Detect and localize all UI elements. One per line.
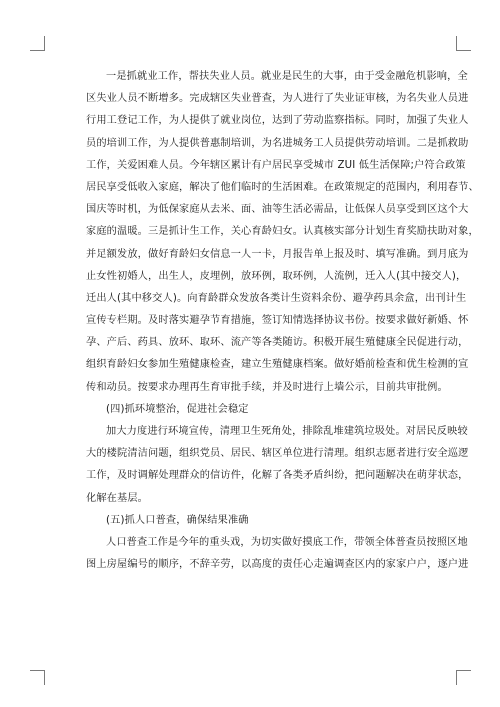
text-line: 居民享受低收入家庭，解决了他们临时的生活困难。在政策规定的范围内，利用春节、 [86,181,479,193]
text-line: 大的楼院清洁问题，组织党员、居民、辖区单位进行清理。组织志愿者进行安全巡逻 [86,448,469,460]
section-heading: (五)抓人口普查，确保结果准确 [106,514,249,526]
text-line: 传和动员。按要求办理再生育审批手续，并及时进行上墙公示，目前共审批例。 [86,381,448,393]
text-line: 加大力度进行环境宣传，清理卫生死角处，排除乱堆建筑垃圾处。对居民反映较 [106,426,468,437]
text-line: 工作，关爱困难人员。今年辖区累计有户居民享受城市 ZUI 低生活保障;户符合政策 [86,159,466,171]
text-line: 止女性初婚人，出生人，皮埋例，放环例，取环例，人流例，迁入人(其中接交人)， [86,270,467,282]
text-line: 区失业人员不断增多。完成辖区失业普查，为人进行了失业证审核，为名失业人员进 [86,93,469,105]
text-line: 化解在基层。 [86,492,149,504]
text-line: 国庆等时机，为低保家庭从去米、面、油等生活必需品，让低保人员享受到区这个大 [86,204,469,216]
crop-mark-bottom-left [30,670,45,685]
section-heading: (四)抓环境整治，促进社会稳定 [106,403,249,415]
text-line: 工作，及时调解处理群众的信访件，化解了各类矛盾纠纷，把问题解决在萌芽状态， [86,470,469,482]
text-line: 一是抓就业工作，帮扶失业人员。就业是民生的大事，由于受金融危机影响，全 [106,71,468,82]
crop-mark-bottom-right [456,670,471,685]
text-line: 组织育龄妇女参加生殖健康检查，建立生殖健康档案。做好婚前检查和优生检测的宣 [86,359,469,371]
text-line: 宣传专栏期。及时落实避孕节育措施，签订知情选择协议书份。按要求做好新婚、怀 [86,315,469,327]
text-line: 迁出人(其中移交人)。向育龄群众发放各类计生资料余份、避孕药具余盒，出刊计生 [86,292,467,304]
crop-mark-top-right [456,36,471,51]
text-line: 图上房屋编号的顺序，不辞辛劳，以高度的责任心走遍调查区内的家家户户，逐户进 [86,559,469,571]
text-line: 家庭的温暖。三是抓计生工作，关心育龄妇女。认真核实部分计划生育奖励扶助对象， [86,226,479,238]
document-body [86,66,479,576]
text-line: 并足额发放，做好育龄妇女信息一人一卡，月报告单上报及时、填写准确。到月底为 [86,248,469,260]
text-line: 孕、产后、药具、放环、取环、流产等各类随访。积极开展生殖健康全民促进行动， [86,337,469,349]
crop-mark-top-left [30,36,45,51]
text-line: 人口普查工作是今年的重头戏，为切实做好摸底工作，带领全体普查员按照区地 [106,536,468,548]
text-line: 行用工登记工作，为人提供了就业岗位，达到了劳动监察指标。同时，加强了失业人 [86,115,469,127]
text-line: 员的培训工作，为人提供普惠制培训，为名进城务工人员提供劳动培训。二是抓救助 [86,137,469,149]
